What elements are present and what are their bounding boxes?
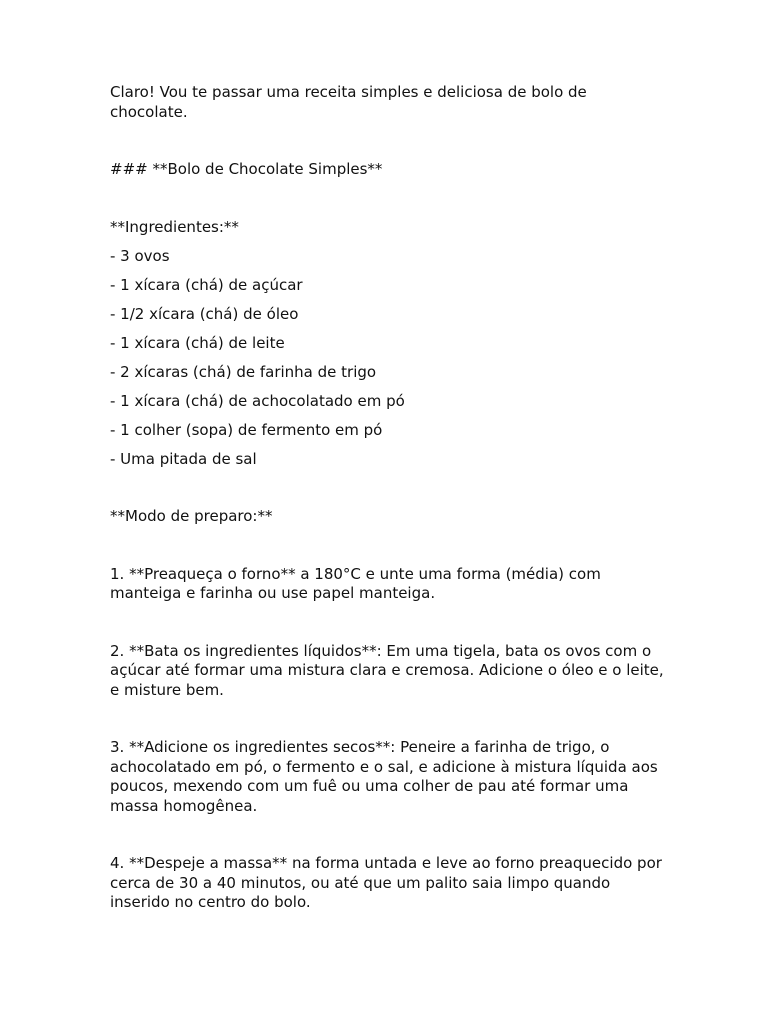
ingredient-item: - 1 xícara (chá) de açúcar xyxy=(110,275,303,294)
ingredients-title: **Ingredientes:** xyxy=(110,217,239,236)
method-step: 2. **Bata os ingredientes líquidos**: Em uma tigela, bata os ovos com o açúcar até formar uma mistura clara e cremosa. Adicione o óleo e o leite, e misture bem. xyxy=(110,641,664,699)
method-title: **Modo de preparo:** xyxy=(110,507,273,525)
ingredient-item: - 1/2 xícara (chá) de óleo xyxy=(110,304,299,323)
document-page xyxy=(110,83,665,913)
method-step: 4. **Despeje a massa** na forma untada e leve ao forno preaquecido por cerca de 30 a 40 minutos, ou até que um palito saia limpo quando inserido no centro do bolo. xyxy=(110,854,662,911)
ingredient-item: - 3 ovos xyxy=(110,246,170,265)
ingredient-item: - 1 colher (sopa) de fermento em pó xyxy=(110,420,383,439)
ingredient-item: - Uma pitada de sal xyxy=(110,449,257,468)
ingredient-item: - 1 xícara (chá) de achocolatado em pó xyxy=(110,391,405,410)
method-step: 3. **Adicione os ingredientes secos**: Peneire a farinha de trigo, o achocolatado em pó, o fermento e o sal, e adicione à mistura líquida aos poucos, mexendo com um fuê ou uma colher de pau até formar uma massa homogênea. xyxy=(110,738,658,815)
intro-paragraph: Claro! Vou te passar uma receita simples e deliciosa de bolo de chocolate. xyxy=(110,83,587,121)
recipe-heading: ### **Bolo de Chocolate Simples** xyxy=(110,160,383,178)
ingredient-item: - 1 xícara (chá) de leite xyxy=(110,333,285,352)
method-step: 1. **Preaqueça o forno** a 180°C e unte uma forma (média) com manteiga e farinha ou use papel manteiga. xyxy=(110,564,601,602)
ingredient-item: - 2 xícaras (chá) de farinha de trigo xyxy=(110,362,377,381)
